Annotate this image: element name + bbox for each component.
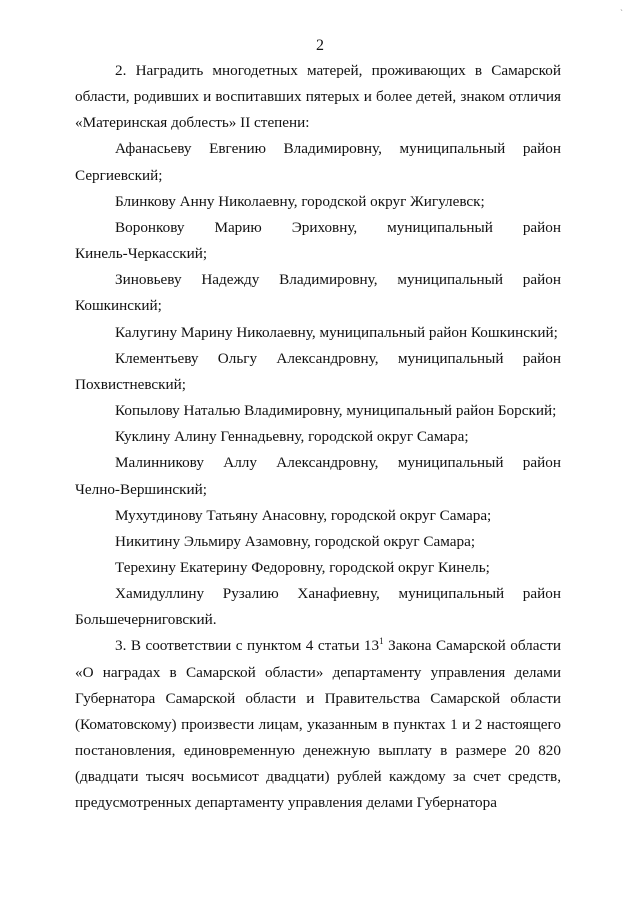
- recipient-name-line: Мухутдинову Татьяну Анасовну, городской округ Самара;: [115, 506, 492, 524]
- recipient-district-line: Похвистневский;: [75, 375, 186, 393]
- document-body: [75, 58, 561, 817]
- recipient-name-line: Терехину Екатерину Федоровну, городской округ Кинель;: [115, 558, 490, 576]
- recipient-item: [75, 267, 561, 319]
- recipient-list: [75, 136, 561, 633]
- recipient-item: [75, 450, 561, 502]
- recipient-item: [75, 320, 561, 346]
- item3-superscript: 1: [379, 636, 384, 647]
- recipient-item: [75, 503, 561, 529]
- recipient-name-line: Воронкову Марию Эриховну, муниципальный район: [115, 218, 561, 236]
- recipient-name-line: Куклину Алину Геннадьевну, городской округ Самара;: [115, 428, 469, 446]
- recipient-name-line: Клементьеву Ольгу Александровну, муниципальный район: [115, 349, 561, 367]
- item3-text-after: Закона Самарской области «О наградах в Самарской области» департаменту управления делами Губернатора Самарской области и Правительства Самарской области (Коматовскому) произвести лицам, указанным в пунктах 1 и 2 настоящего постановления, единовременную денежную выплату в размере 20 820 (двадцати тысяч восьмисот двадцати) рублей каждому за счет средств, предусмотренных департаменту управления делами Губернатора: [75, 637, 561, 812]
- recipient-item: [75, 529, 561, 555]
- recipient-district-line: Челно-Вершинский;: [75, 480, 207, 498]
- recipient-name-line: Никитину Эльмиру Азамовну, городской округ Самара;: [115, 532, 476, 550]
- recipient-item: [75, 398, 561, 424]
- recipient-item: [75, 189, 561, 215]
- recipient-item: [75, 581, 561, 633]
- item3-text-before: 3. В соответствии с пунктом 4 статьи 13: [115, 637, 380, 655]
- page-number: 2: [316, 37, 324, 54]
- recipient-district-line: Кинель-Черкасский;: [75, 245, 208, 263]
- recipient-name-line: Блинкову Анну Николаевну, городской округ Жигулевск;: [115, 192, 485, 210]
- recipient-name-line: Афанасьеву Евгению Владимировну, муниципальный район: [115, 140, 561, 158]
- recipient-name-line: Хамидуллину Рузалию Ханафиевну, муниципальный район: [115, 585, 561, 603]
- recipient-item: [75, 424, 561, 450]
- recipient-item: [75, 136, 561, 188]
- recipient-name-line: Калугину Марину Николаевну, муниципальный район Кошкинский;: [115, 323, 558, 341]
- recipient-name-line: Зиновьеву Надежду Владимировну, муниципальный район: [115, 271, 561, 289]
- item2-intro: 2. Наградить многодетных матерей, проживающих в Самарской области, родивших и воспитавших пятерых и более детей, знаком отличия «Материнская доблесть» II степени:: [75, 62, 561, 132]
- recipient-district-line: Сергиевский;: [75, 166, 163, 184]
- recipient-name-line: Копылову Наталью Владимировну, муниципальный район Борский;: [115, 402, 557, 420]
- recipient-name-line: Малинникову Аллу Александровну, муниципальный район: [115, 454, 561, 472]
- recipient-district-line: Большечерниговский.: [75, 611, 217, 629]
- scan-speck: `: [620, 8, 623, 18]
- recipient-item: [75, 215, 561, 267]
- recipient-item: [75, 346, 561, 398]
- recipient-district-line: Кошкинский;: [75, 297, 162, 315]
- item3-paragraph: [75, 633, 561, 816]
- recipient-item: [75, 555, 561, 581]
